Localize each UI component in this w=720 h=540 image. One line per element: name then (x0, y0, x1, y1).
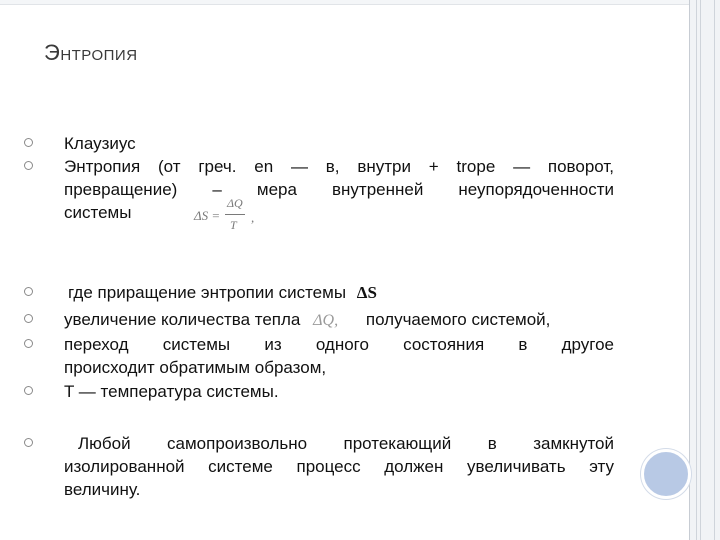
item-entropy-definition (64, 155, 614, 224)
bullet-icon (24, 314, 33, 323)
bullet-icon (24, 438, 33, 447)
slide-decoration-circle (641, 449, 691, 499)
formula-comma: , (251, 210, 255, 225)
item-text: T — температура системы. (64, 382, 279, 401)
item-reversible-transition (64, 333, 614, 379)
item-text: Клаузиус (64, 134, 136, 153)
item-line: Любой самопроизвольно протекающий в замкнутой (78, 434, 614, 453)
bullet-icon (24, 287, 33, 296)
frame-rail (700, 0, 701, 540)
item-line: происходит обратимым образом, (64, 358, 327, 377)
item-temperature (64, 380, 614, 403)
item-line: системы (64, 203, 132, 222)
formula-lhs: ΔS = (194, 208, 221, 223)
slide-title (44, 40, 138, 66)
item-text-before: увеличение количества тепла (64, 310, 301, 329)
item-line-wrap (68, 281, 618, 304)
formula-fraction-bar (225, 214, 245, 215)
item-entropy-increment (68, 281, 618, 304)
slide-top-border (0, 0, 689, 5)
item-text-after: получаемого системой, (365, 310, 551, 329)
bullet-icon (24, 386, 33, 395)
item-spontaneous-process (64, 432, 614, 501)
delta-q-symbol: ΔQ, (313, 312, 339, 329)
bullet-icon (24, 161, 33, 170)
formula-denominator: T (230, 218, 237, 232)
item-heat-increase (64, 308, 614, 332)
formula-numerator: ΔQ (227, 196, 243, 210)
item-line-wrap (64, 308, 614, 332)
item-line: превращение) – мера внутренней неупорядоченности (64, 180, 614, 199)
item-clausius (64, 132, 614, 155)
slide-right-frame (689, 0, 720, 540)
bullet-icon (24, 138, 33, 147)
frame-rail (714, 0, 715, 540)
delta-s-symbol: ΔS (356, 283, 377, 302)
item-line: изолированной системе процесс должен увеличивать эту (64, 457, 614, 476)
frame-rail (696, 0, 697, 540)
item-line: Энтропия (от греч. en — в, внутри + trope — поворот, (64, 157, 614, 176)
item-line: переход системы из одного состояния в другое (64, 335, 614, 354)
entropy-formula (194, 196, 264, 240)
bullet-icon (24, 339, 33, 348)
title-text: Энтропия (44, 40, 138, 65)
item-line: величину. (64, 480, 141, 499)
item-text: где приращение энтропии системы (68, 283, 347, 302)
